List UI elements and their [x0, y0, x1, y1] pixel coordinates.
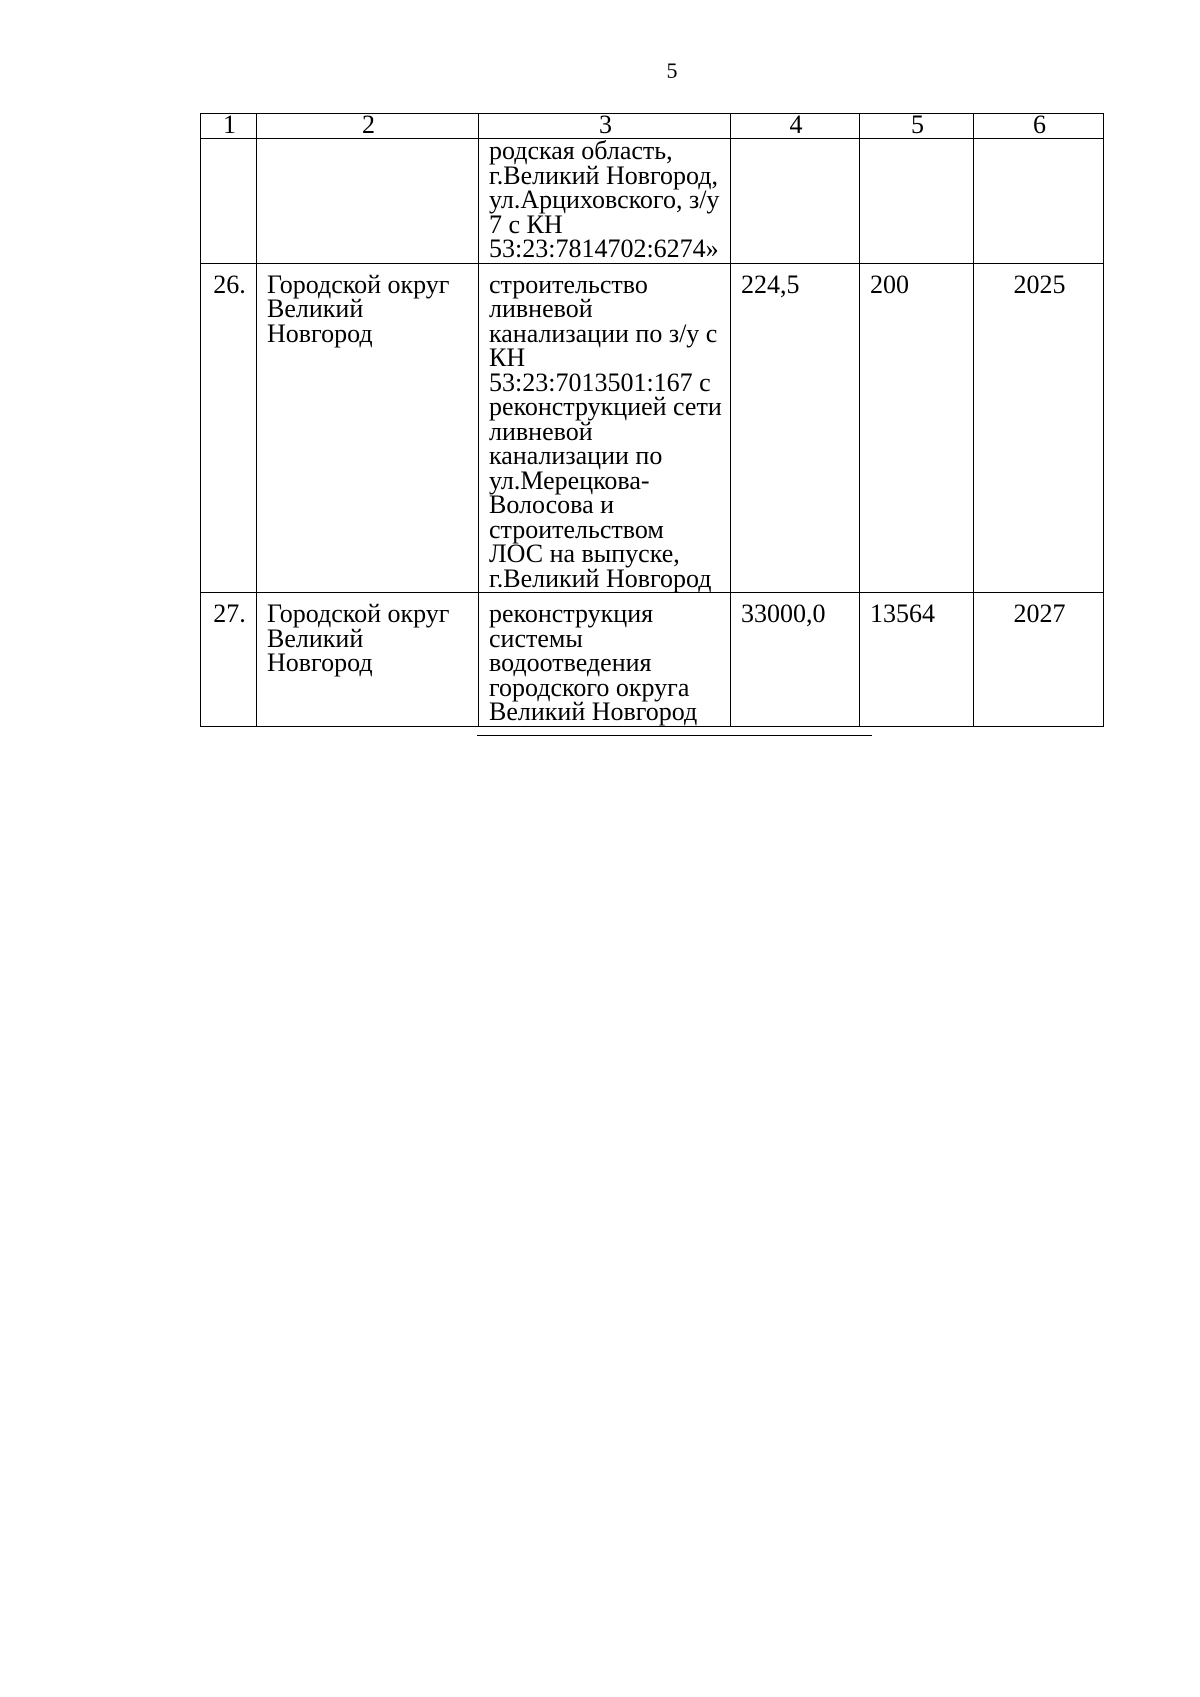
cell-number: 26.: [201, 263, 257, 593]
cell-territory: [257, 139, 479, 264]
column-header: 6: [974, 114, 1104, 139]
cell-col4: 224,5: [731, 263, 860, 593]
cell-description: реконструкция системы водоотведения городского округа Великий Новгород: [479, 593, 731, 727]
page-number: 5: [666, 58, 678, 83]
cell-description: строительство ливневой канализации по з/у с КН 53:23:7013501:167 с реконструкцией сети ливневой канализации по ул.Мерецкова-Волосова и строительством ЛОС на выпуске, г.Великий Новгород: [479, 263, 731, 593]
cell-year: 2027: [974, 593, 1104, 727]
cell-territory: Городской округ Великий Новгород: [257, 263, 479, 593]
cell-col5: 13564: [860, 593, 974, 727]
cell-territory: Городской округ Великий Новгород: [257, 593, 479, 727]
column-header: 4: [731, 114, 860, 139]
cell-year: 2025: [974, 263, 1104, 593]
column-header: 5: [860, 114, 974, 139]
cell-col5: 200: [860, 263, 974, 593]
cell-col5: [860, 139, 974, 264]
cell-year: [974, 139, 1104, 264]
column-header: 2: [257, 114, 479, 139]
table-row: [201, 593, 1104, 727]
cell-col4: [731, 139, 860, 264]
end-of-document-rule: [477, 735, 872, 736]
table-row: [201, 139, 1104, 264]
cell-number: 27.: [201, 593, 257, 727]
cell-description: родская область, г.Великий Новгород, ул.Арциховского, з/у 7 с КН 53:23:7814702:6274»: [479, 139, 731, 264]
column-header: 1: [201, 114, 257, 139]
table-row: [201, 263, 1104, 593]
table-header-row: [201, 114, 1104, 139]
column-header: 3: [479, 114, 731, 139]
data-table: [200, 110, 1104, 727]
cell-number: [201, 139, 257, 264]
cell-col4: 33000,0: [731, 593, 860, 727]
